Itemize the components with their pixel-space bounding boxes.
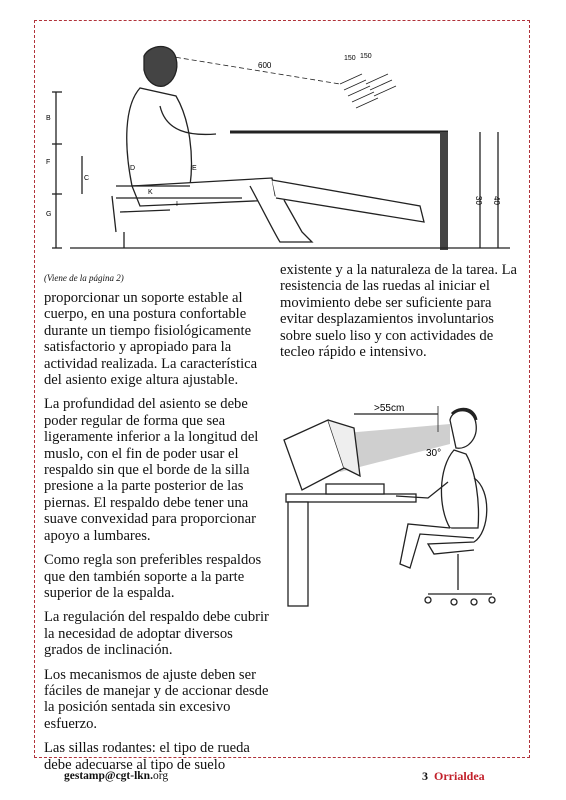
paragraph: proporcionar un soporte estable al cuerpo, en una postura confortable durante un tiempo fisiológicamente satisfactorio y apropiado para la actividad realizada. La característica del asiento exige altura ajustable. [44, 290, 258, 389]
paragraph: La profundidad del asiento se debe poder regular de forma que sea ligeramente inferior a la longitud del muslo, con el fin de poder usar el respaldo sin que el borde de la silla presione a la parte posterior de las piernas. El respaldo debe tener una suave convexidad para proporcionar apoyo a lumbares. [44, 396, 259, 544]
left-text-column [44, 290, 270, 781]
dim-label-600: 600 [258, 61, 272, 70]
ergonomic-seated-figure [40, 36, 518, 258]
paragraph: Como regla son preferibles respaldos que den también soporte a la parte superior de la espalda. [44, 552, 262, 601]
paragraph: La regulación del respaldo debe cubrir la necesidad de adoptar diversos grados de inclinación. [44, 609, 269, 659]
page-number: 3 [422, 769, 428, 783]
paragraph: Los mecanismos de ajuste deben ser fáciles de manejar y de accionar desde la posición sentada sin excesivo esfuerzo. [44, 666, 269, 732]
dim-label-30: 30 [474, 196, 483, 205]
footer-brand: Orrialdea [434, 769, 485, 783]
right-text-column [280, 262, 518, 368]
dim-label-f: F [46, 159, 51, 166]
computer-workstation-figure [278, 398, 514, 616]
dim-label-b: B [46, 115, 51, 122]
dim-label-i: I [176, 201, 178, 208]
distance-label: >55cm [374, 403, 405, 414]
dim-label-e: E [192, 165, 197, 172]
paragraph: Las sillas rodantes: el tipo de rueda debe adecuarse al tipo de suelo [44, 740, 250, 773]
dim-label-g: G [46, 211, 52, 218]
footer-email [64, 770, 168, 782]
dim-label-150b: 150 [360, 53, 372, 60]
dim-label-c: C [84, 175, 90, 182]
dim-label-150a: 150 [344, 55, 356, 62]
dim-label-d: D [130, 165, 136, 172]
email-user: gestamp@cgt-lkn. [64, 770, 153, 782]
dim-label-40: 40 [492, 196, 501, 205]
angle-label: 30° [426, 448, 442, 459]
dim-label-k: K [148, 189, 153, 196]
email-tld: org [152, 770, 169, 782]
continuation-note: (Viene de la página 2) [44, 273, 124, 283]
paragraph: existente y a la naturaleza de la tarea. La resistencia de las ruedas al iniciar el movimiento debe ser suficiente para evitar desplazamientos involuntarios sobre suelo liso y con actividades de tecleo rápido e intensivo. [280, 262, 518, 361]
